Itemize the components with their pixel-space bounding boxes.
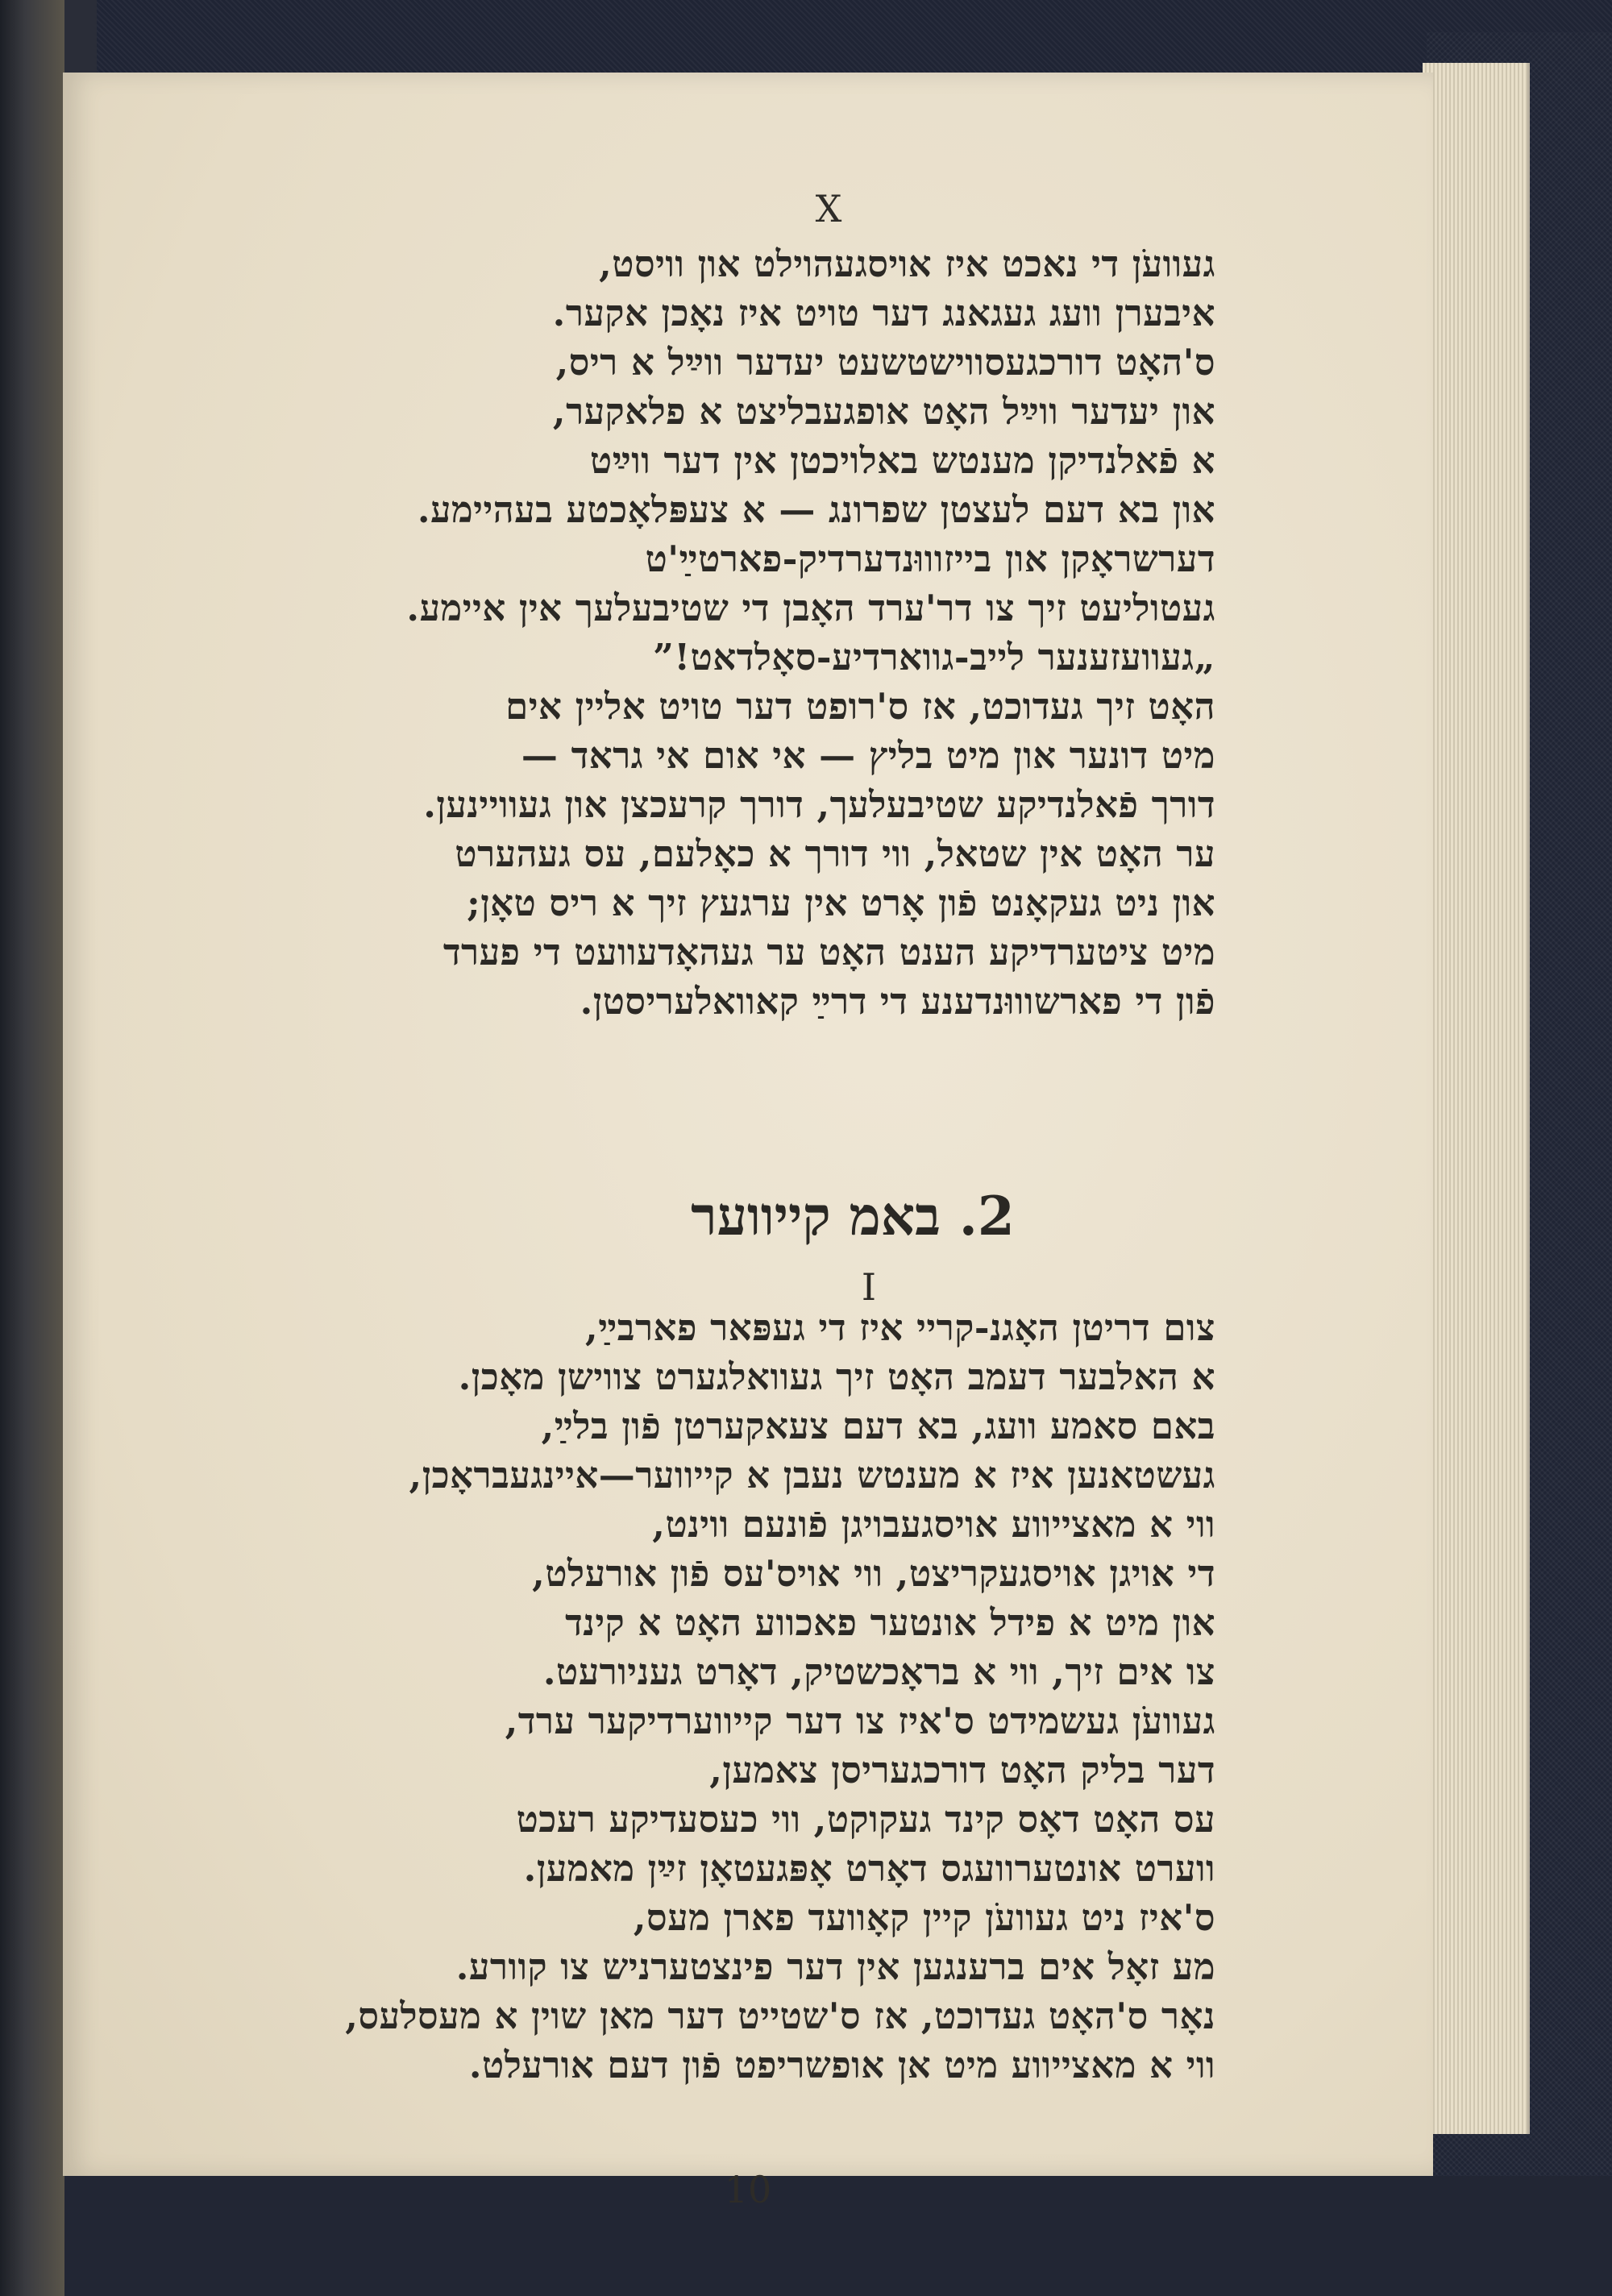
page-header: X [815, 187, 842, 230]
poem-line: דערשראָקן און בייזוווּנדערדיק-פארטײַ'ט [645, 538, 1215, 580]
poem-line: „געוועזענער לייב-גווארדיע-סאָלדאט!” [653, 636, 1215, 679]
poem-line: ווי א מאצייווע מיט אן אופשריפט פֿון דעם אורעלט. [468, 2044, 1215, 2086]
poem-line: ווי א מאצייווע אויסגעבויגן פֿונעם ווינט, [652, 1503, 1215, 1546]
poem-line: ער האָט אין שטאל, ווי דורך א כאָלעם, עס געהערט [455, 832, 1215, 875]
poem-line: ווערט אונטערוועגס דאָרט אָפּגעטאָן זײַן מאמען. [523, 1847, 1215, 1890]
page-text [63, 73, 1433, 2211]
poem-line: ס'איז ניט געוועֹן קיין קאָוועד פארן מעס, [633, 1896, 1215, 1939]
poem-line: געשטאנען איז א מענטש נעבן א קייווער—איינגעבראָכן, [409, 1454, 1215, 1497]
page-number: 10 [724, 2168, 772, 2211]
poem-line: עס האָט דאָס קינד געקוקט, ווי כעסעדיקע רעכט [516, 1798, 1215, 1841]
poem-line: די אויגן אויסגעקריצט, ווי אויס'עס פֿון אורעלט, [532, 1552, 1215, 1595]
poem-line: געטוליעט זיך צו דר'ערד האָבן די שטיבעלעך אין איימע. [406, 587, 1215, 629]
poem-line: געוועֹן די נאכט איז אויסגעהוילט און וויסט, [599, 243, 1215, 285]
poem-line: מע זאָל אים ברענגען אין דער פינצטערניש צו קוורע. [455, 1945, 1215, 1988]
section-numeral: I [861, 1265, 877, 1309]
poem-line: מיט דונער און מיט בליץ — אי אום אי גראד — [521, 734, 1215, 777]
poem-line: און ניט געקאָנט פֿון אָרט אין ערגעץ זיך א ריס טאָן; [467, 882, 1215, 924]
poem-line: איבערן וועג געגאנג דער טויט איז נאָכן אקער. [552, 292, 1215, 334]
poem-line: מיט ציטערדיקע הענט האָט ער געהאָדעוועט די פערד [442, 931, 1215, 974]
poem-line: און בא דעם לעצטן שפרונג — א צעפּלאָכטע בעהיימע. [417, 488, 1215, 531]
poem-line: צו אים זיך, ווי א בראָכשטיק, דאָרט געניורעט. [542, 1650, 1215, 1693]
poem-line: האָט זיך געדוכט, אז ס'רופט דער טויט אליין אים [505, 685, 1215, 728]
poem-line: דורך פֿאלנדיקע שטיבעלעך, דורך קרעכצן און געוויינען. [423, 783, 1215, 826]
left-background [0, 0, 64, 2296]
poem-line: א האלבער דעמב האָט זיך געוואלגערט צווישן מאָכן. [458, 1356, 1215, 1398]
poem-line: דער בליק האָט דורכגעריסן צאמען, [709, 1749, 1215, 1792]
poem-line: פֿון די פארשוווּנדענע די דרײַ קאוואלעריסטן. [580, 980, 1215, 1023]
poem-line: ס'האָט דורכגעסווישטשעט יעדער ווײַל א ריס, [555, 341, 1215, 384]
page-stack-edges [1423, 63, 1530, 2134]
poem-line: און מיט א פידל אונטער פאכווע האָט א קינד [565, 1601, 1215, 1644]
poem-line: באם סאמע וועג, בא דעם צעאקערטן פֿון בלײַ, [541, 1405, 1215, 1447]
poem-line: א פֿאלנדיקן מענטש באלויכטן אין דער ווײַט [590, 439, 1215, 482]
poem-line: געוועֹן געשמידט ס'איז צו דער קייווערדיקער ערד, [505, 1700, 1215, 1742]
book-cover-bottom [64, 2176, 1612, 2296]
poem-line: און יעדער ווײַל האָט אופגעבליצט א פלאקער, [552, 390, 1215, 433]
poem-line: צום דריטן האָגנ-קריי איז די געפּאר פארבײַ, [585, 1306, 1215, 1349]
section-title: 2. באמ קייווער [691, 1185, 1015, 1248]
book-page [63, 73, 1433, 2211]
poem-line: נאָר ס'האָט געדוכט, אז ס'שטייט דער מאן שוין א מעסלעס, [345, 1995, 1215, 2037]
